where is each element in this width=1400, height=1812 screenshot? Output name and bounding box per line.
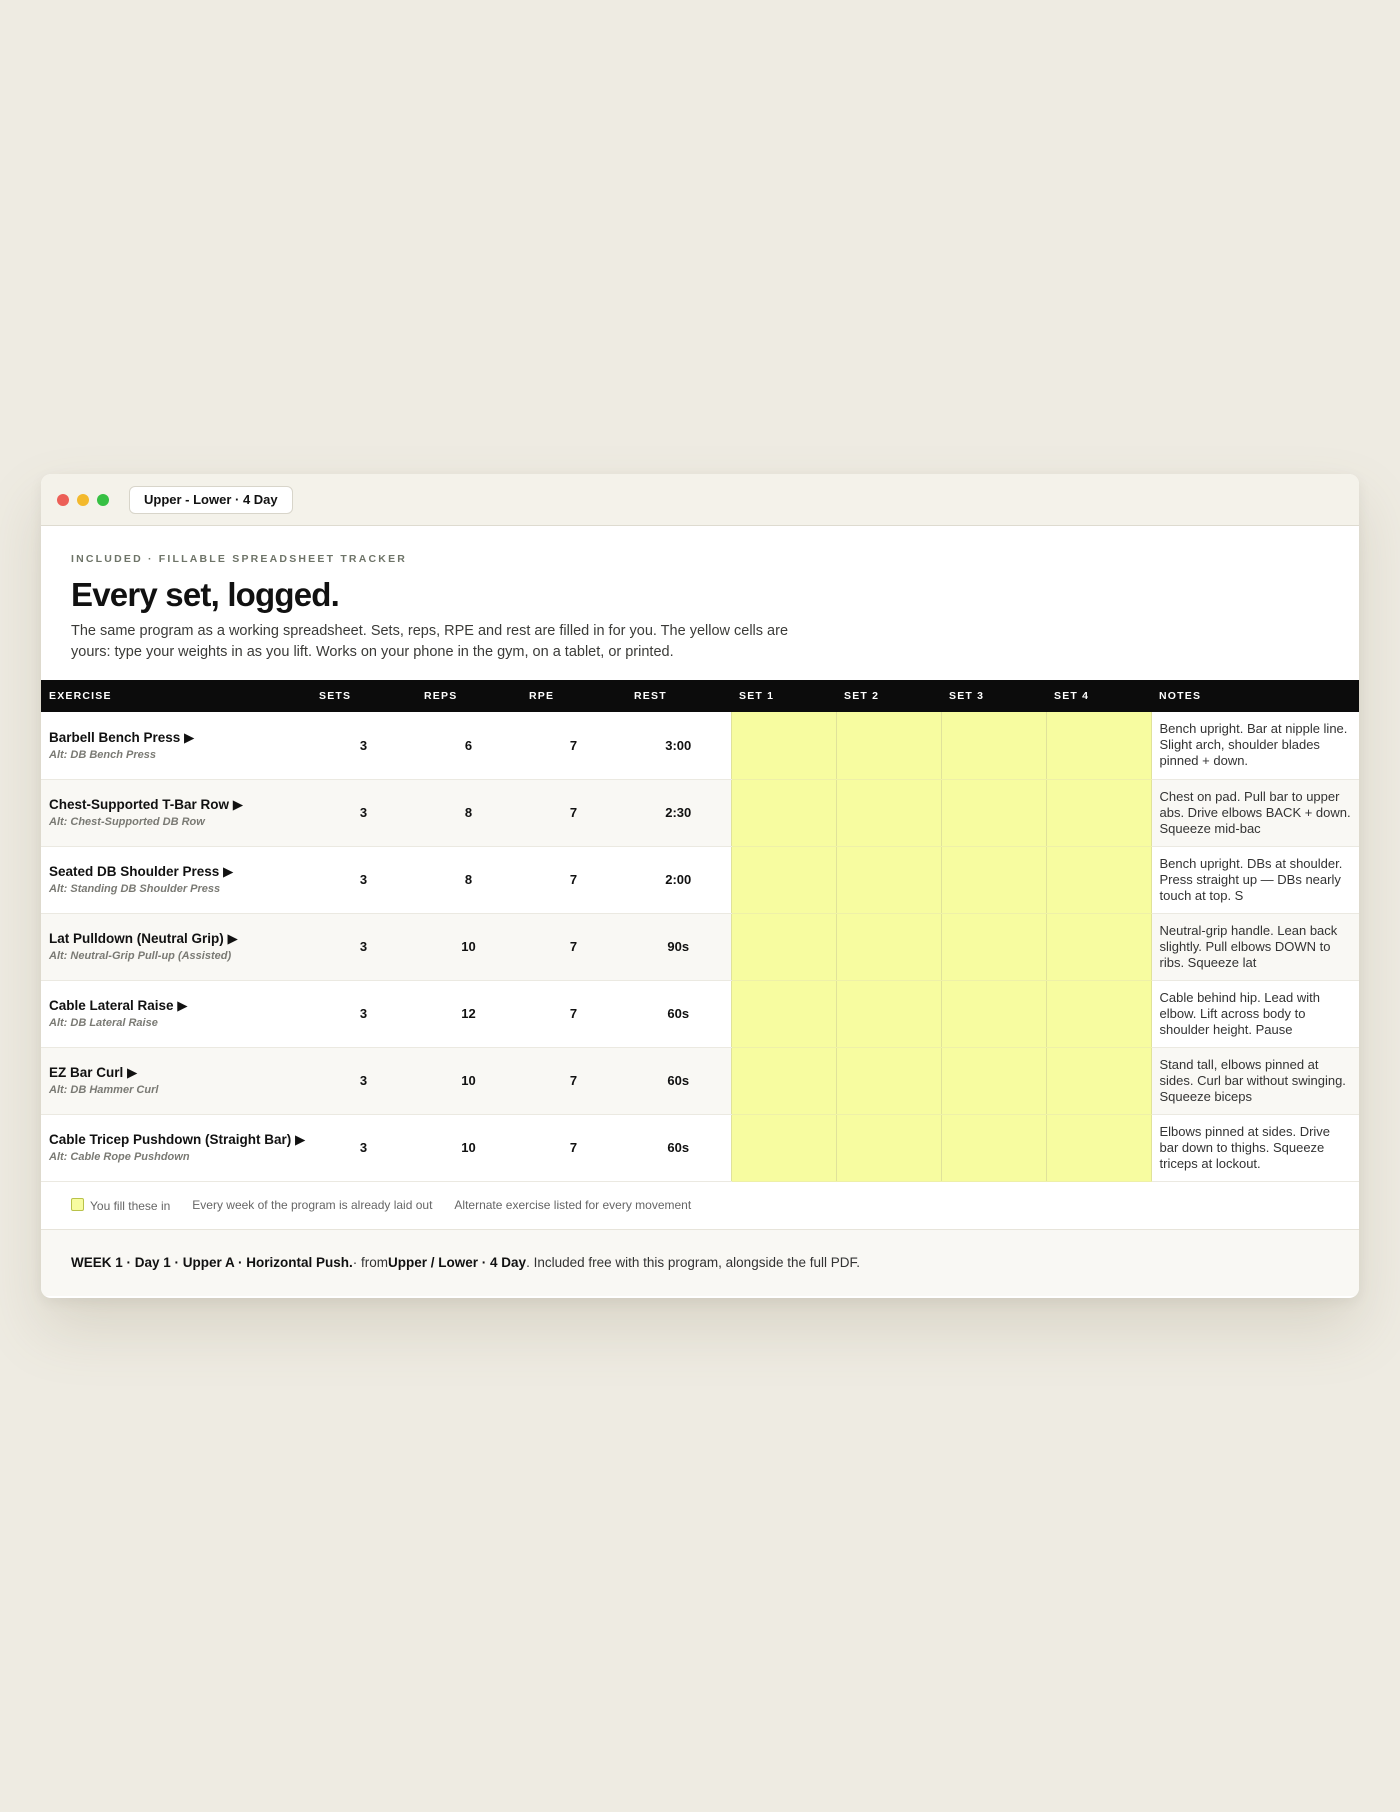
exercise-alt: Alt: DB Lateral Raise <box>49 1017 158 1029</box>
exercise-name-link[interactable]: Chest-Supported T-Bar Row ▶ <box>49 797 244 812</box>
exercise-name-link[interactable]: Lat Pulldown (Neutral Grip) ▶ <box>49 931 238 946</box>
set-3-input[interactable] <box>941 712 1046 779</box>
table-row <box>41 980 1359 1047</box>
set-2-input[interactable] <box>836 1114 941 1181</box>
session-label: WEEK 1 · Day 1 · Upper A · Horizontal Push. <box>71 1255 353 1270</box>
page-description: The same program as a working spreadsheet. Sets, reps, RPE and rest are filled in for you. The yellow cells are yours: type your weights in as you lift. Works on your phone in the gym, on a tablet, or printed. <box>71 623 789 660</box>
column-header-set-3: SET 3 <box>941 680 1046 712</box>
column-header-rest: REST <box>626 680 731 712</box>
table-row <box>41 779 1359 846</box>
rpe-cell: 7 <box>521 1047 626 1114</box>
column-header-set-2: SET 2 <box>836 680 941 712</box>
yellow-swatch-icon <box>71 1198 84 1211</box>
set-1-input[interactable] <box>731 846 836 913</box>
set-1-input[interactable] <box>731 1114 836 1181</box>
legend-weeks-label: Every week of the program is already laid out <box>192 1198 433 1212</box>
column-header-set-4: SET 4 <box>1046 680 1151 712</box>
set-2-input[interactable] <box>836 846 941 913</box>
exercise-name-link[interactable]: Cable Lateral Raise ▶ <box>49 998 188 1013</box>
exercise-alt: Alt: Standing DB Shoulder Press <box>49 883 221 895</box>
set-2-input[interactable] <box>836 1047 941 1114</box>
set-4-input[interactable] <box>1046 913 1151 980</box>
intro-header <box>41 526 1359 680</box>
exercise-name-link[interactable]: EZ Bar Curl ▶ <box>49 1065 138 1080</box>
window-tab[interactable]: Upper - Lower · 4 Day <box>129 486 293 514</box>
column-header-reps: REPS <box>416 680 521 712</box>
app-window <box>41 474 1359 1298</box>
table-row <box>41 846 1359 913</box>
title-bar <box>41 474 1359 526</box>
reps-cell: 10 <box>416 1114 521 1181</box>
rpe-cell: 7 <box>521 846 626 913</box>
exercise-name-link[interactable]: Barbell Bench Press ▶ <box>49 729 195 745</box>
table-row <box>41 913 1359 980</box>
page-title: Every set, logged. <box>71 576 340 613</box>
column-header-set-1: SET 1 <box>731 680 836 712</box>
sets-cell: 3 <box>311 913 416 980</box>
exercise-alt: Alt: Cable Rope Pushdown <box>49 1151 190 1163</box>
reps-cell: 8 <box>416 779 521 846</box>
rpe-cell: 7 <box>521 1114 626 1181</box>
exercise-cell <box>41 913 311 980</box>
exercise-cell <box>41 712 311 779</box>
set-4-input[interactable] <box>1046 1047 1151 1114</box>
sets-cell: 3 <box>311 846 416 913</box>
set-3-input[interactable] <box>941 779 1046 846</box>
rest-cell: 90s <box>626 913 731 980</box>
set-1-input[interactable] <box>731 712 836 779</box>
rest-cell: 2:00 <box>626 846 731 913</box>
set-1-input[interactable] <box>731 1047 836 1114</box>
rest-cell: 60s <box>626 1114 731 1181</box>
sets-cell: 3 <box>311 1047 416 1114</box>
reps-cell: 10 <box>416 913 521 980</box>
table-row <box>41 1114 1359 1181</box>
set-4-input[interactable] <box>1046 846 1151 913</box>
rest-cell: 3:00 <box>626 712 731 779</box>
set-2-input[interactable] <box>836 913 941 980</box>
reps-cell: 10 <box>416 1047 521 1114</box>
maximize-window-button[interactable] <box>97 494 109 506</box>
legend-item-fill <box>71 1198 170 1213</box>
set-1-input[interactable] <box>731 913 836 980</box>
minimize-window-button[interactable] <box>77 494 89 506</box>
exercise-alt: Alt: DB Hammer Curl <box>49 1084 159 1096</box>
table-row <box>41 712 1359 779</box>
rpe-cell: 7 <box>521 779 626 846</box>
from-label: · from <box>352 1255 389 1270</box>
sets-cell: 3 <box>311 980 416 1047</box>
exercise-cell <box>41 1114 311 1181</box>
set-2-input[interactable] <box>836 980 941 1047</box>
legend-alternates-label: Alternate exercise listed for every movement <box>454 1198 692 1212</box>
set-4-input[interactable] <box>1046 1114 1151 1181</box>
notes-cell: Bench upright. Bar at nipple line. Slight arch, shoulder blades pinned + down. <box>1151 712 1359 779</box>
notes-cell: Bench upright. DBs at shoulder. Press straight up — DBs nearly touch at top. S <box>1151 846 1359 913</box>
rpe-cell: 7 <box>521 712 626 779</box>
set-1-input[interactable] <box>731 980 836 1047</box>
set-1-input[interactable] <box>731 779 836 846</box>
set-3-input[interactable] <box>941 1114 1046 1181</box>
set-3-input[interactable] <box>941 846 1046 913</box>
table-row <box>41 1047 1359 1114</box>
set-3-input[interactable] <box>941 913 1046 980</box>
exercise-cell <box>41 1047 311 1114</box>
eyebrow-label: INCLUDED · FILLABLE SPREADSHEET TRACKER <box>71 553 408 565</box>
exercise-cell <box>41 980 311 1047</box>
rest-cell: 60s <box>626 980 731 1047</box>
reps-cell: 8 <box>416 846 521 913</box>
column-header-exercise: EXERCISE <box>41 680 311 712</box>
sets-cell: 3 <box>311 712 416 779</box>
rest-cell: 2:30 <box>626 779 731 846</box>
notes-cell: Stand tall, elbows pinned at sides. Curl bar without swinging. Squeeze biceps <box>1151 1047 1359 1114</box>
exercise-alt: Alt: DB Bench Press <box>49 748 156 761</box>
exercise-alt: Alt: Chest-Supported DB Row <box>49 816 205 828</box>
sets-cell: 3 <box>311 1114 416 1181</box>
notes-cell: Elbows pinned at sides. Drive bar down to thighs. Squeeze triceps at lockout. <box>1151 1114 1359 1181</box>
set-4-input[interactable] <box>1046 980 1151 1047</box>
reps-cell: 12 <box>416 980 521 1047</box>
footer-suffix: . Included free with this program, alongside the full PDF. <box>526 1255 860 1270</box>
legend-fill-label: You fill these in <box>90 1198 171 1213</box>
notes-cell: Cable behind hip. Lead with elbow. Lift across body to shoulder height. Pause <box>1151 980 1359 1047</box>
column-header-rpe: RPE <box>521 680 626 712</box>
rest-cell: 60s <box>626 1047 731 1114</box>
column-header-notes: NOTES <box>1151 680 1359 712</box>
set-2-input[interactable] <box>836 779 941 846</box>
set-4-input[interactable] <box>1046 779 1151 846</box>
sets-cell: 3 <box>311 779 416 846</box>
legend <box>41 1182 1359 1230</box>
set-3-input[interactable] <box>941 1047 1046 1114</box>
table-header-row <box>41 680 1359 712</box>
notes-cell: Neutral-grip handle. Lean back slightly. Pull elbows DOWN to ribs. Squeeze lat <box>1151 913 1359 980</box>
reps-cell: 6 <box>416 712 521 779</box>
rpe-cell: 7 <box>521 980 626 1047</box>
set-3-input[interactable] <box>941 980 1046 1047</box>
rpe-cell: 7 <box>521 913 626 980</box>
program-name: Upper / Lower · 4 Day <box>388 1255 527 1270</box>
exercise-name-link[interactable]: Cable Tricep Pushdown (Straight Bar) ▶ <box>49 1132 306 1147</box>
exercise-cell <box>41 846 311 913</box>
exercise-cell <box>41 779 311 846</box>
tracker-table <box>41 680 1359 1182</box>
notes-cell: Chest on pad. Pull bar to upper abs. Drive elbows BACK + down. Squeeze mid-bac <box>1151 779 1359 846</box>
exercise-alt: Alt: Neutral-Grip Pull-up (Assisted) <box>49 950 232 962</box>
column-header-sets: SETS <box>311 680 416 712</box>
set-4-input[interactable] <box>1046 712 1151 779</box>
close-window-button[interactable] <box>57 494 69 506</box>
footer-caption <box>41 1230 1359 1296</box>
exercise-name-link[interactable]: Seated DB Shoulder Press ▶ <box>49 864 234 879</box>
set-2-input[interactable] <box>836 712 941 779</box>
